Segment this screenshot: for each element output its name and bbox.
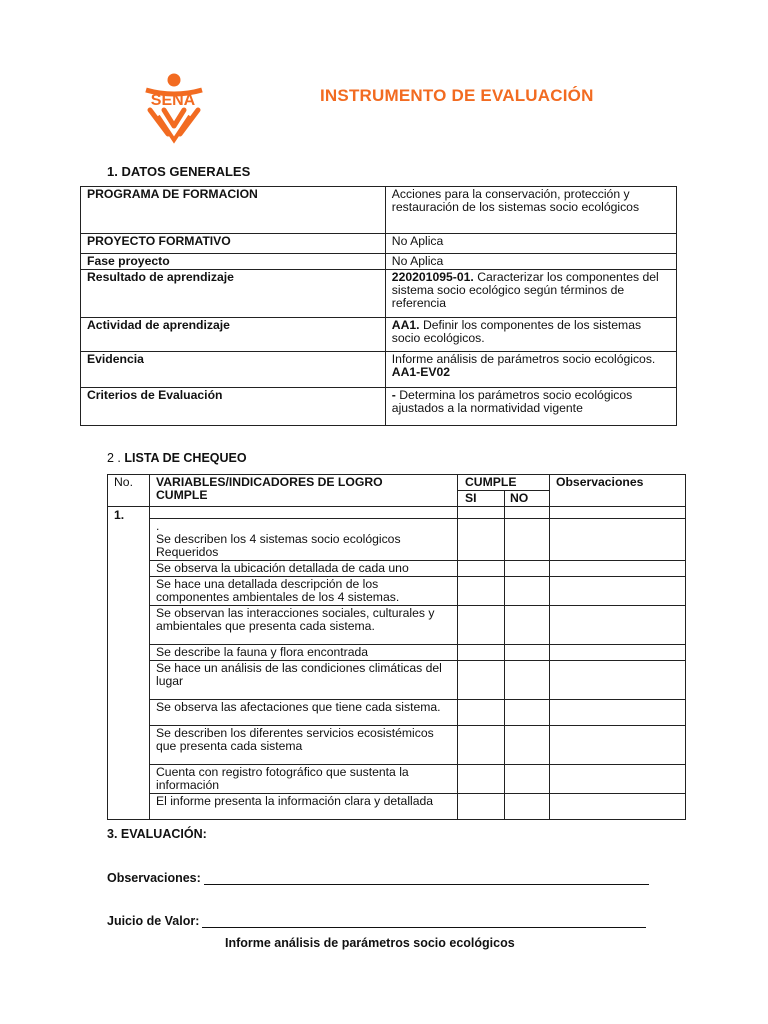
row-value <box>385 270 676 318</box>
observaciones-cell[interactable] <box>550 606 686 645</box>
checklist-item <box>150 661 458 700</box>
evidence-text: Informe análisis de parámetros socio ecológicos. <box>391 352 656 366</box>
checklist-item: Se observa la ubicación detallada de cada uno <box>150 561 458 577</box>
footer-note: Informe análisis de parámetros socio ecológicos <box>225 936 515 950</box>
row-label: PROYECTO FORMATIVO <box>81 234 386 254</box>
row-label: Evidencia <box>81 352 386 388</box>
juicio-label: Juicio de Valor: <box>107 914 200 928</box>
observaciones-cell[interactable] <box>550 661 686 700</box>
checklist-table <box>107 474 686 820</box>
activity-code: AA1. <box>391 318 420 332</box>
item-line: Se describen los 4 sistemas socio ecológicos <box>156 532 401 546</box>
no-cell[interactable] <box>505 661 550 700</box>
section-datos-generales-heading: 1. DATOS GENERALES <box>107 164 251 179</box>
checklist-item <box>150 726 458 765</box>
heading-prefix: 2 . <box>107 451 125 465</box>
row-number: 1. <box>108 507 150 820</box>
result-code: 220201095-01. <box>391 270 474 284</box>
header-observaciones: Observaciones <box>550 475 686 507</box>
si-cell[interactable] <box>458 794 505 820</box>
no-cell[interactable] <box>505 577 550 606</box>
row-value: No Aplica <box>385 254 676 270</box>
row-value: Acciones para la conservación, protección y restauración de los sistemas socio ecológicos <box>385 187 676 234</box>
item-line: lugar <box>156 674 184 688</box>
observaciones-cell[interactable] <box>550 726 686 765</box>
item-line: Se hace un análisis de las condiciones climáticas del <box>156 661 442 675</box>
checklist-item: Se describe la fauna y flora encontrada <box>150 645 458 661</box>
observaciones-line <box>107 871 649 885</box>
logo-text: SENA <box>150 92 196 109</box>
section-evaluacion-heading: 3. EVALUACIÓN: <box>107 827 207 841</box>
row-value <box>385 388 676 426</box>
header-no-answer: NO <box>505 491 550 507</box>
header-no: No. <box>108 475 150 507</box>
no-cell[interactable] <box>505 519 550 561</box>
item-line: Se observan las interacciones sociales, culturales y <box>156 606 435 620</box>
row-value <box>385 352 676 388</box>
checklist-item <box>150 606 458 645</box>
row-label: Actividad de aprendizaje <box>81 318 386 352</box>
juicio-line <box>107 914 646 928</box>
item-line: ambientales que presenta cada sistema. <box>156 619 375 633</box>
row-value: No Aplica <box>385 234 676 254</box>
criteria-dash: - <box>391 388 396 402</box>
observaciones-cell[interactable] <box>550 519 686 561</box>
criteria-text: Determina los parámetros socio ecológicos ajustados a la normatividad vigente <box>391 388 633 415</box>
si-cell[interactable] <box>458 519 505 561</box>
row-value <box>385 318 676 352</box>
result-text: Caracterizar los componentes del sistema socio ecológico según términos de referencia <box>391 270 659 310</box>
si-cell[interactable] <box>458 561 505 577</box>
si-cell[interactable] <box>458 577 505 606</box>
no-cell[interactable] <box>505 645 550 661</box>
checklist-item <box>150 519 458 561</box>
document-title: INSTRUMENTO DE EVALUACIÓN <box>320 86 594 105</box>
heading-text: LISTA DE CHEQUEO <box>124 451 247 465</box>
datos-generales-table <box>80 186 677 426</box>
no-cell[interactable] <box>505 794 550 820</box>
observaciones-cell[interactable] <box>550 700 686 726</box>
no-cell[interactable] <box>505 765 550 794</box>
checklist-item: Se observa las afectaciones que tiene cada sistema. <box>150 700 458 726</box>
si-cell[interactable] <box>458 606 505 645</box>
header-si: SI <box>458 491 505 507</box>
header-cumple: CUMPLE <box>458 475 550 491</box>
observaciones-label: Observaciones: <box>107 871 201 885</box>
item-line: que presenta cada sistema <box>156 739 303 753</box>
no-cell[interactable] <box>505 606 550 645</box>
item-line: Se describen los diferentes servicios ecosistémicos <box>156 726 434 740</box>
section-lista-chequeo-heading <box>107 451 247 465</box>
observaciones-cell[interactable] <box>550 561 686 577</box>
item-line: . <box>156 519 160 533</box>
item-line: Requeridos <box>156 545 219 559</box>
si-cell[interactable] <box>458 661 505 700</box>
checklist-item: Cuenta con registro fotográfico que sustenta la información <box>150 765 458 794</box>
si-cell[interactable] <box>458 765 505 794</box>
observaciones-cell[interactable] <box>550 765 686 794</box>
activity-text: Definir los componentes de los sistemas socio ecológicos. <box>391 318 642 345</box>
observaciones-input-line[interactable] <box>204 872 649 885</box>
si-cell[interactable] <box>458 700 505 726</box>
row-label: Fase proyecto <box>81 254 386 270</box>
observaciones-cell[interactable] <box>550 645 686 661</box>
checklist-item: El informe presenta la información clara y detallada <box>150 794 458 820</box>
observaciones-cell[interactable] <box>550 577 686 606</box>
si-cell[interactable] <box>458 645 505 661</box>
checklist-item: Se hace una detallada descripción de los componentes ambientales de los 4 sistemas. <box>150 577 458 606</box>
row-label: Criterios de Evaluación <box>81 388 386 426</box>
evidence-code: AA1-EV02 <box>391 365 451 379</box>
header-variables <box>150 475 458 507</box>
juicio-input-line[interactable] <box>202 915 646 928</box>
sena-logo <box>128 72 218 144</box>
no-cell[interactable] <box>505 561 550 577</box>
no-cell[interactable] <box>505 726 550 765</box>
row-label: Resultado de aprendizaje <box>81 270 386 318</box>
no-cell[interactable] <box>505 700 550 726</box>
row-label: PROGRAMA DE FORMACION <box>81 187 386 234</box>
header-variables-line2: CUMPLE <box>156 488 208 502</box>
header-variables-line1: VARIABLES/INDICADORES DE LOGRO <box>156 475 383 489</box>
observaciones-cell[interactable] <box>550 794 686 820</box>
si-cell[interactable] <box>458 726 505 765</box>
